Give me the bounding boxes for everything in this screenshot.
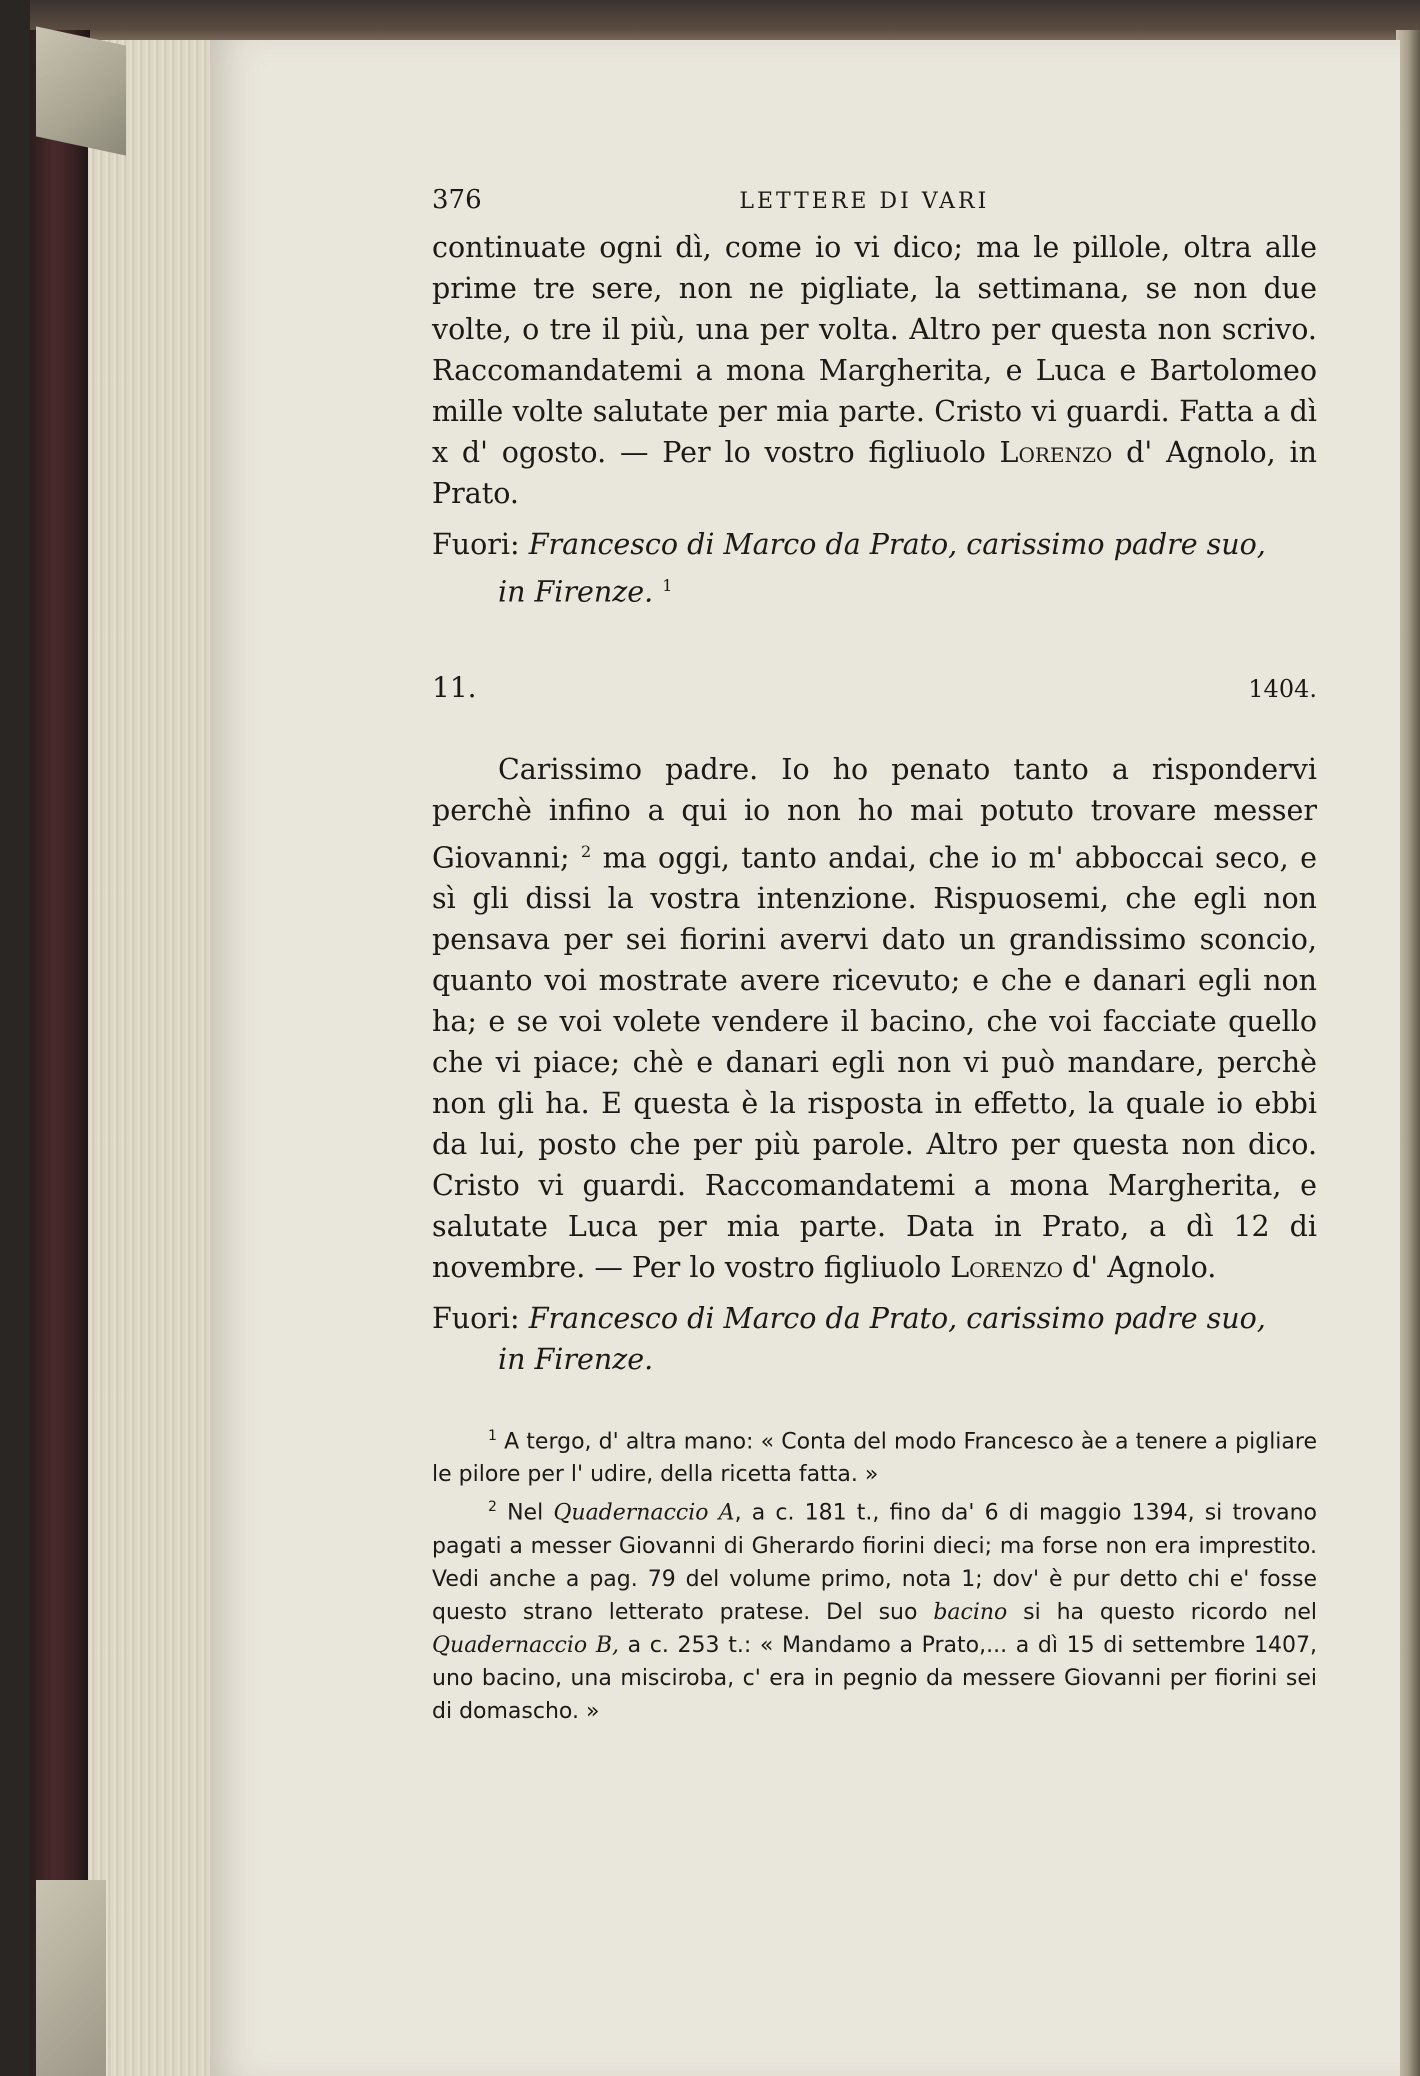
address-line-1: Francesco di Marco da Prato, carissimo padre suo, xyxy=(528,1302,1266,1335)
footnote-text: , a c. 181 t., fino da' 6 di maggio 1394, si trovano pagati a messer Giovanni di Gherardo fiorini dieci; ma forse non era imprestito. Vedi anche a pag. 79 del volume primo, nota 1; dov' è pur detto chi e' fosse questo strano letterato pratese. Del suo xyxy=(432,1500,1318,1625)
page-number: 376 xyxy=(432,185,482,215)
letter-11-text-2: ma oggi, tanto andai, che io m' abboccai seco, e sì gli dissi la vostra intenzione. Rispuosemi, che egli non pensava per sei fiorini avervi dato un grandissimo sconcio, quanto voi mostrate avere ricevuto; e che e danari egli non ha; e se voi volete vendere il bacino, che voi facciate quello che vi piace; chè e danari egli non vi può mandare, perchè non gli ha. E questa è la risposta in effetto, la quale io ebbi da lui, posto che per più parole. Altro per questa non dico. Cristo vi guardi. Raccomandatemi a mona Margherita, e salutate Luca per mia parte. Data in Prato, a dì 12 di novembre. — Per lo vostro figliuolo xyxy=(432,841,1317,1284)
letter-number: 11. xyxy=(432,670,477,704)
cover-corner-bottom xyxy=(36,1880,106,2076)
letter-10-address xyxy=(432,524,1317,613)
letter-10-text: continuate ogni dì, come io vi dico; ma le pillole, oltra alle prime tre sere, non ne pigliate, la settimana, se non due volte, o tre il più, una per volta. Altro per questa non scrivo. Raccomandatemi a mona Margherita, e Luca e Bartolomeo mille volte salutate per mia parte. Cristo vi guardi. Fatta a dì x d' ogosto. — Per lo vostro figliuolo xyxy=(432,231,1317,469)
page-stack-edges xyxy=(88,40,218,2076)
address-line-1: Francesco di Marco da Prato, carissimo padre suo, xyxy=(528,528,1266,561)
book-spine xyxy=(30,30,90,2076)
footnote-italic: Quadernaccio A xyxy=(553,1500,735,1526)
footnote-ref-2: 2 xyxy=(581,841,592,861)
page-content xyxy=(432,185,1317,1728)
running-head xyxy=(432,185,1317,225)
footnote-text: Nel xyxy=(496,1500,554,1526)
letter-10-signature-name: Lorenzo xyxy=(999,436,1113,469)
letter-year: 1404. xyxy=(1248,674,1317,703)
letter-10-text-end: d' Agnolo, in Prato. xyxy=(432,436,1317,510)
footnote-text: A tergo, d' altra mano: « Conta del modo Francesco àe a tenere a pigliare le pilore per l' udire, della ricetta fatta. » xyxy=(432,1429,1317,1488)
footnote-italic: Quadernaccio B, xyxy=(432,1632,619,1658)
letter-11-text-end: d' Agnolo. xyxy=(1063,1251,1217,1284)
address-line-2: in Firenze. xyxy=(498,575,654,609)
cover-corner-top xyxy=(36,26,126,155)
letter-10-closing-paragraph xyxy=(432,227,1317,514)
letter-11-body xyxy=(432,749,1317,1289)
footnote-mark: 1 xyxy=(488,1428,497,1444)
address-line-2: in Firenze. xyxy=(498,1343,654,1376)
footnote-text: a c. 253 t.: « Mandamo a Prato,... a dì 15 di settembre 1407, uno bacino, una misciroba, c' era in pegnio da messere Giovanni per fiorini sei di domascho. » xyxy=(432,1632,1317,1724)
letter-11-text-1: Carissimo padre. Io ho penato tanto a rispondervi perchè infino a qui io non ho mai potuto trovare messer Giovanni; xyxy=(432,752,1317,874)
running-title: LETTERE DI VARI xyxy=(739,189,990,214)
footnote-ref-1: 1 xyxy=(662,576,673,595)
footnote-1 xyxy=(432,1420,1317,1491)
address-label: Fuori: xyxy=(432,1302,520,1335)
footnote-text: si ha questo ricordo nel xyxy=(1007,1599,1317,1625)
footnotes xyxy=(432,1420,1317,1728)
footnote-2 xyxy=(432,1491,1317,1727)
letter-11-heading xyxy=(432,671,1317,711)
footnote-italic: bacino xyxy=(933,1599,1008,1625)
letter-11-signature-name: Lorenzo xyxy=(950,1251,1063,1284)
letter-11-address xyxy=(432,1298,1317,1380)
footnote-mark: 2 xyxy=(488,1499,497,1516)
address-label: Fuori: xyxy=(432,528,520,561)
